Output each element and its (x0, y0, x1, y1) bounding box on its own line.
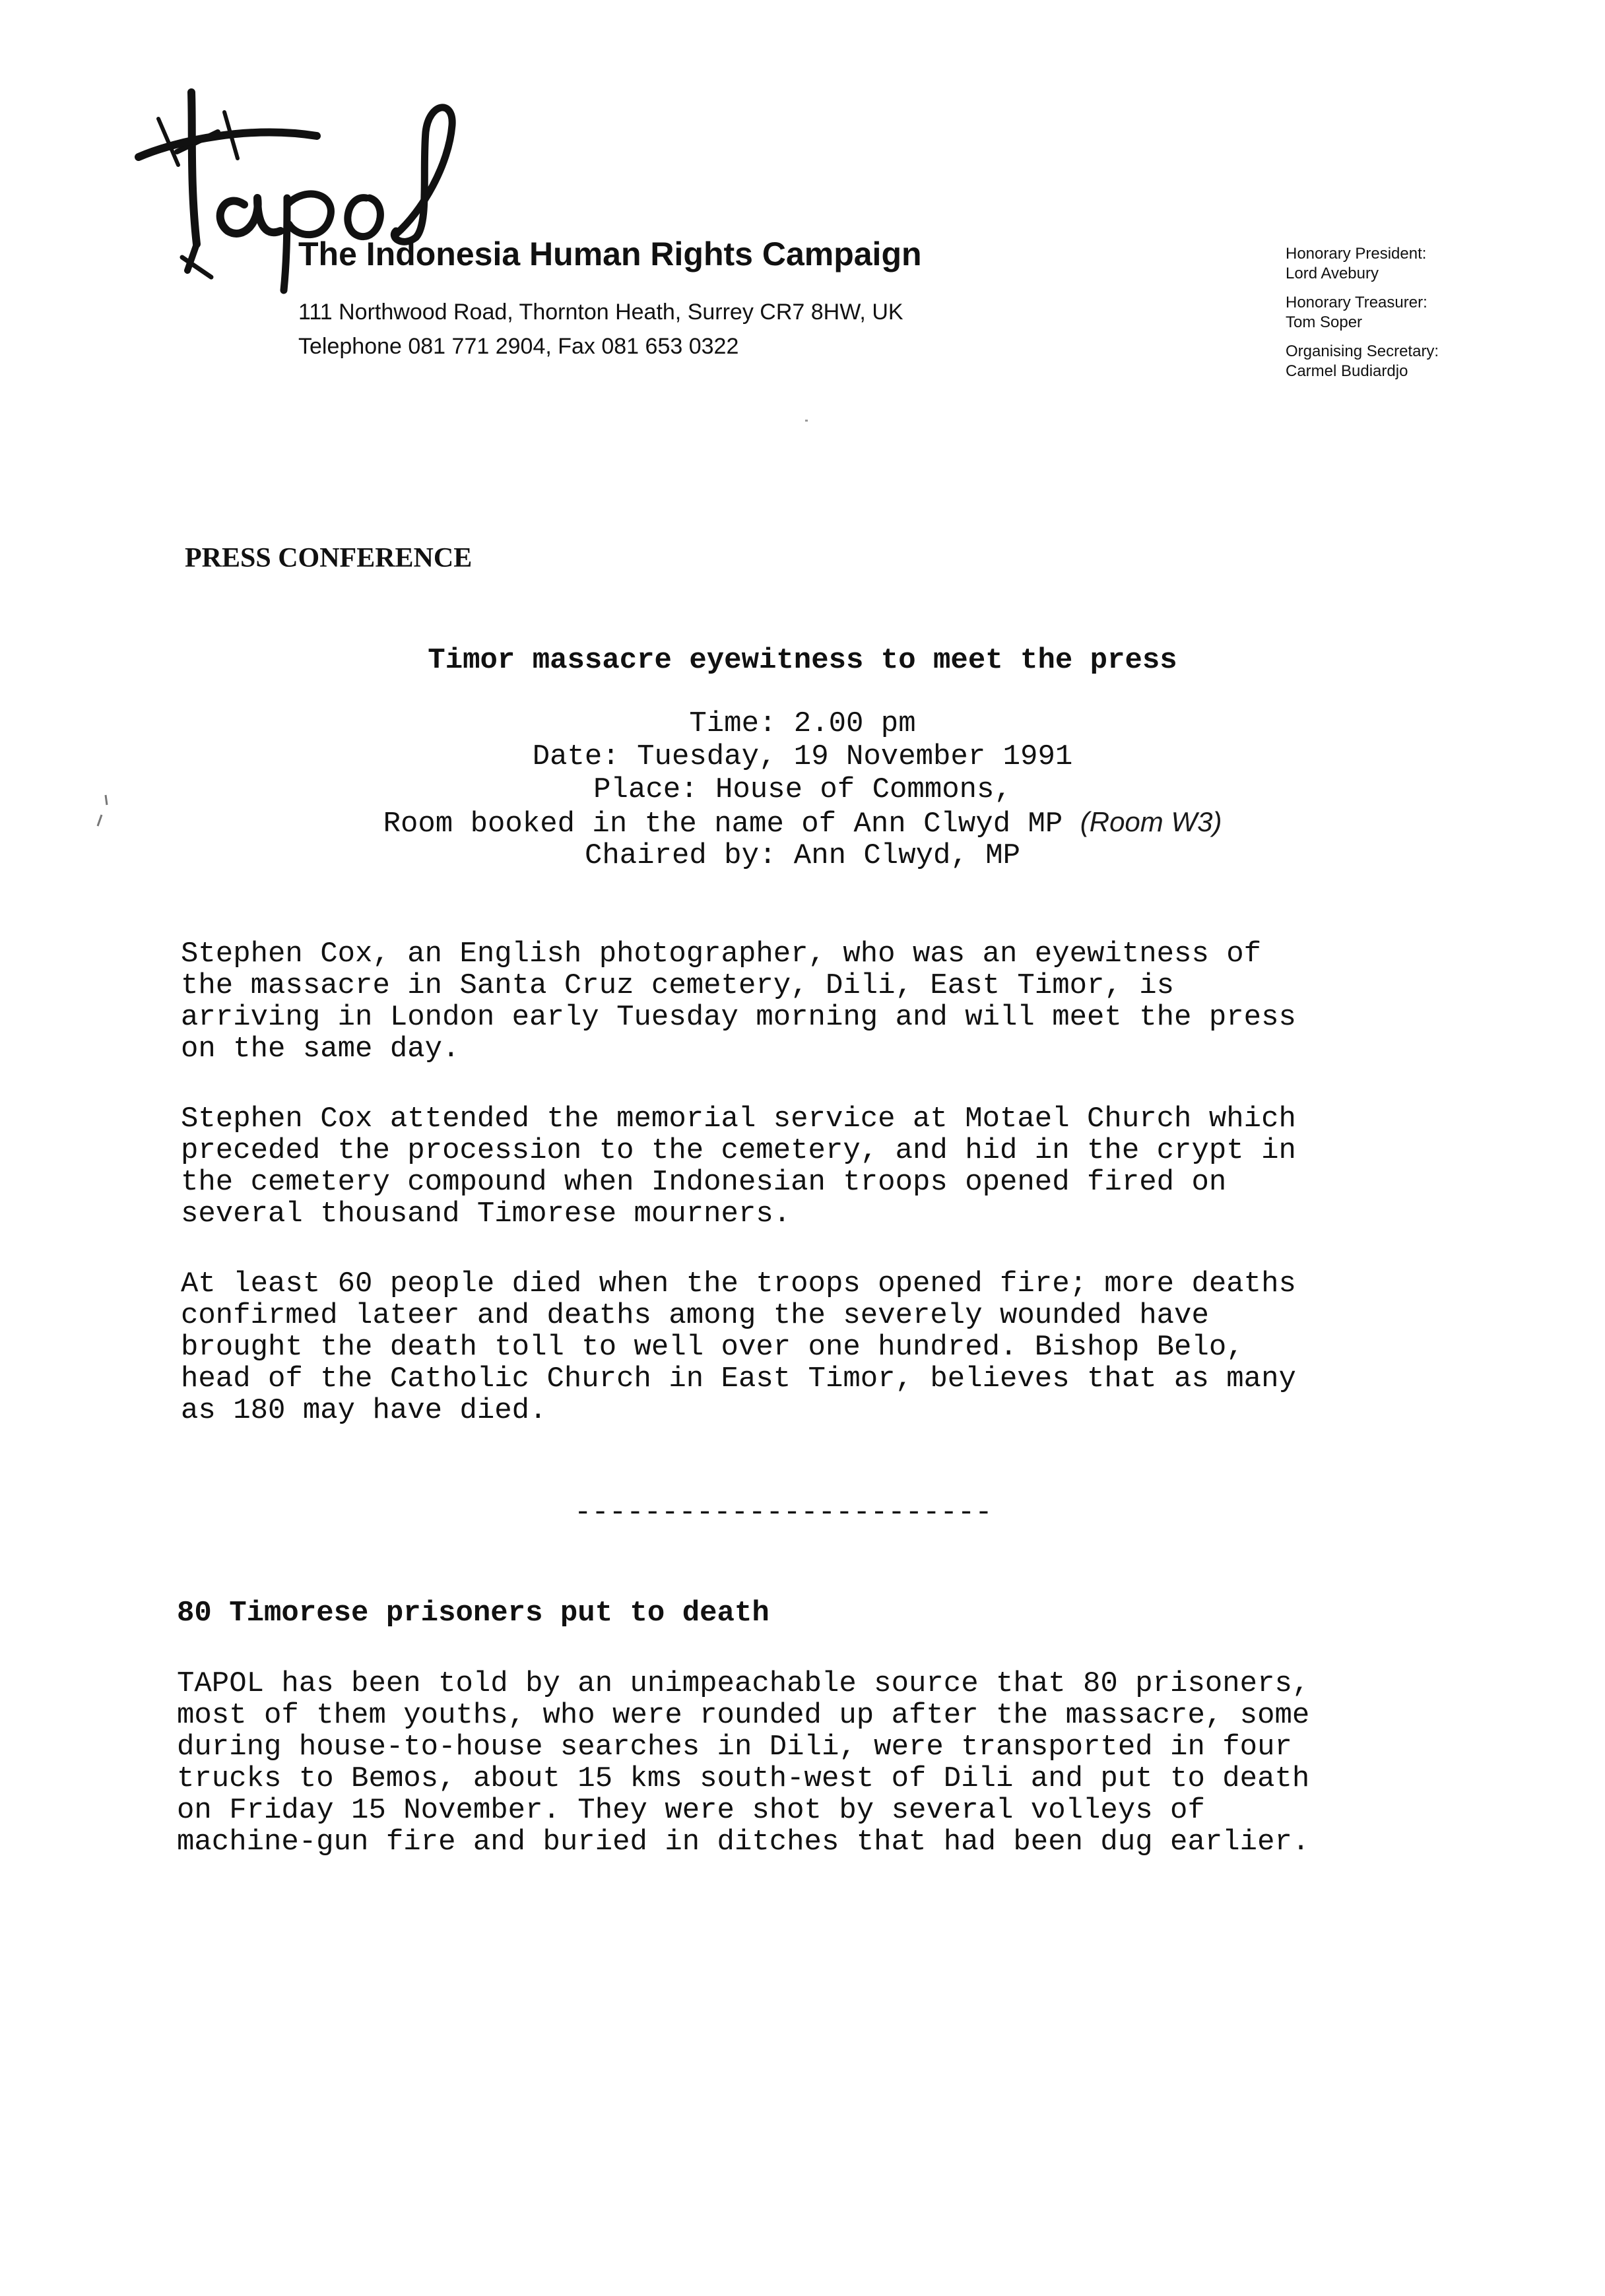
event-date: Date: Tuesday, 19 November 1991 (532, 740, 1073, 773)
event-chair: Chaired by: Ann Clwyd, MP (584, 839, 1021, 872)
officer-role: Honorary President: (1286, 245, 1427, 263)
officer-role: Organising Secretary: (1286, 342, 1439, 360)
officer-role: Honorary Treasurer: (1286, 294, 1427, 311)
officer-name: Tom Soper (1286, 313, 1363, 331)
handwritten-room-note: (Room W3) (1080, 806, 1222, 837)
officer-name: Lord Avebury (1286, 265, 1379, 282)
prisoners-heading: 80 Timorese prisoners put to death (177, 1597, 770, 1630)
event-title: Timor massacre eyewitness to meet the press (428, 644, 1177, 677)
paragraph-eyewitness: Stephen Cox, an English photographer, who was an eyewitness of the massacre in Santa Cruz cemetery, Dili, East Timor, is arriving in London early Tuesday morning and will meet the press on the same day. (181, 938, 1296, 1066)
officer-name: Carmel Budiardjo (1286, 362, 1408, 380)
event-time: Time: 2.00 pm (689, 707, 916, 740)
section-divider: ------------------------ (574, 1496, 993, 1529)
org-address: 111 Northwood Road, Thornton Heath, Surrey CR7 8HW, UK (298, 300, 903, 325)
officers-list (1286, 244, 1439, 381)
scan-speck (805, 420, 808, 422)
event-place: Place: House of Commons, (593, 773, 1012, 806)
event-room-line (0, 806, 1605, 841)
org-name: The Indonesia Human Rights Campaign (298, 236, 922, 272)
event-room: Room booked in the name of Ann Clwyd MP (383, 808, 1063, 841)
paragraph-memorial: Stephen Cox attended the memorial service at Motael Church which preceded the procession to the cemetery, and hid in the crypt in the cemetery compound when Indonesian troops opened fired on several thousand Timorese mourners. (181, 1102, 1296, 1230)
paragraph-prisoners: TAPOL has been told by an unimpeachable source that 80 prisoners, most of them youths, who were rounded up after the massacre, some during house-to-house searches in Dili, were transported in four trucks to Bemos, about 15 kms south-west of Dili and put to death on Friday 15 November. They were shot by several volleys of machine-gun fire and buried in ditches that had been dug earlier. (177, 1667, 1310, 1859)
org-phone: Telephone 081 771 2904, Fax 081 653 0322 (298, 334, 739, 359)
press-conference-heading: PRESS CONFERENCE (185, 543, 473, 573)
paragraph-death-toll: At least 60 people died when the troops opened fire; more deaths confirmed lateer and deaths among the severely wounded have brought the death toll to well over one hundred. Bishop Belo, head of the Catholic Church in East Timor, believes that as many as 180 may have died. (181, 1267, 1296, 1427)
